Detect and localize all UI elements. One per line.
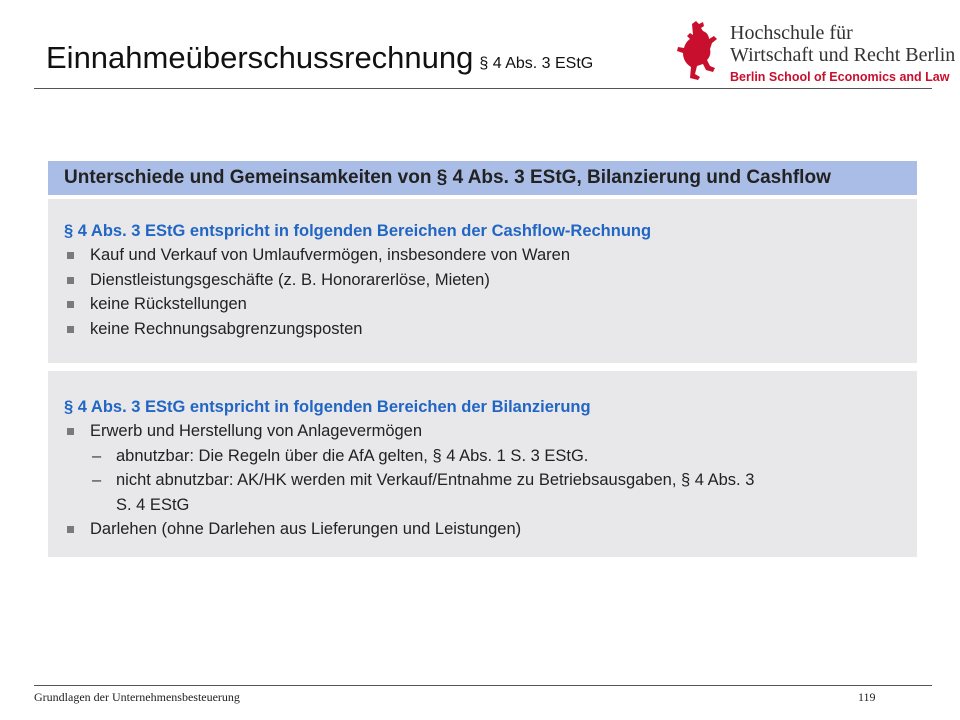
bullet-square-icon <box>67 326 74 333</box>
footer-course-title: Grundlagen der Unternehmensbesteuerung <box>34 690 240 704</box>
berlin-bear-logo-icon <box>672 20 720 82</box>
sub-list-item-continuation: S. 4 EStG <box>116 495 190 514</box>
logo-line-1: Hochschule für <box>730 22 853 44</box>
logo-line-2: Wirtschaft und Recht Berlin <box>730 44 956 66</box>
bilanzierung-section-heading: § 4 Abs. 3 EStG entspricht in folgenden Bereichen der Bilanzierung <box>64 398 591 416</box>
cashflow-section <box>48 199 917 363</box>
bullet-square-icon <box>67 252 74 259</box>
sub-list-item: – nicht abnutzbar: AK/HK werden mit Verkauf/Entnahme zu Betriebsausgaben, § 4 Abs. 3 <box>64 468 917 493</box>
title-divider <box>34 88 932 89</box>
sub-list-item: – abnutzbar: Die Regeln über die AfA gelten, § 4 Abs. 1 S. 3 EStG. <box>64 444 917 469</box>
university-logo-text <box>730 22 955 86</box>
list-item: Dienstleistungsgeschäfte (z. B. Honorarerlöse, Mieten) <box>64 268 917 293</box>
list-item: Darlehen (ohne Darlehen aus Lieferungen und Leistungen) <box>64 517 917 542</box>
list-item: Kauf und Verkauf von Umlaufvermögen, insbesondere von Waren <box>64 243 917 268</box>
bullet-square-icon <box>67 277 74 284</box>
bullet-square-icon <box>67 526 74 533</box>
bullet-square-icon <box>67 428 74 435</box>
page-title-subtitle: § 4 Abs. 3 EStG <box>479 55 594 72</box>
table-header: Unterschiede und Gemeinsamkeiten von § 4 Abs. 3 EStG, Bilanzierung und Cashflow <box>48 161 917 195</box>
logo-line-3: Berlin School of Economics and Law <box>730 70 950 84</box>
page-number: 119 <box>858 690 876 704</box>
dash-bullet-icon: – <box>92 471 102 489</box>
footer-divider <box>34 685 932 686</box>
list-item: keine Rechnungsabgrenzungsposten <box>64 317 917 342</box>
dash-bullet-icon: – <box>92 446 102 465</box>
bullet-square-icon <box>67 301 74 308</box>
page-title-main: Einnahmeüberschussrechnung <box>46 40 474 75</box>
page-title <box>46 40 593 76</box>
cashflow-section-heading: § 4 Abs. 3 EStG entspricht in folgenden Bereichen der Cashflow-Rechnung <box>64 222 652 240</box>
bilanzierung-section <box>48 371 917 557</box>
list-item: Erwerb und Herstellung von Anlagevermögen <box>64 419 917 444</box>
list-item: keine Rückstellungen <box>64 292 917 317</box>
